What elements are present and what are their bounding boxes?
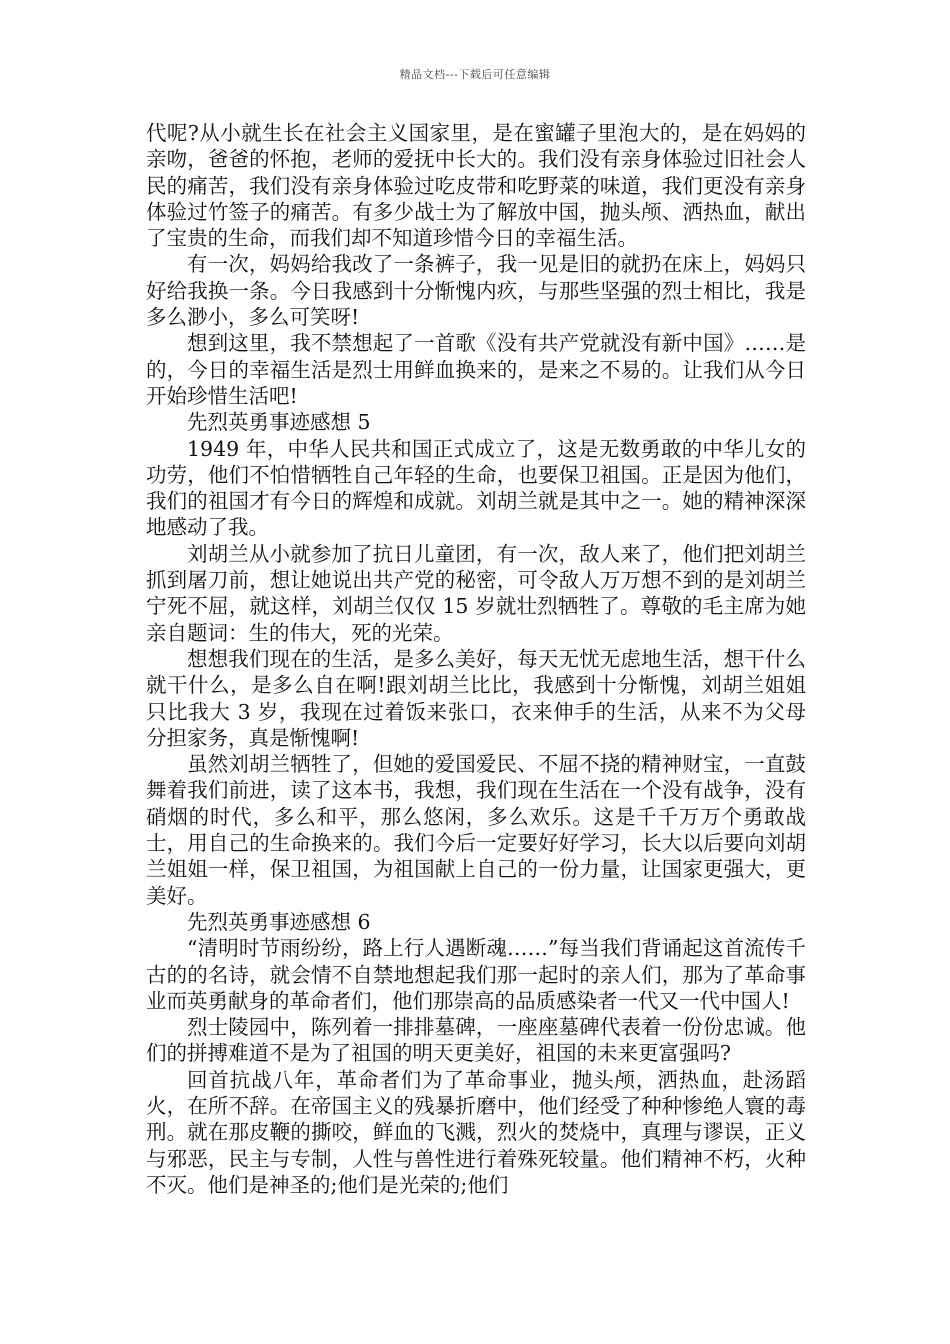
paragraph: 代呢?从小就生长在社会主义国家里，是在蜜罐子里泡大的，是在妈妈的亲吻，爸爸的怀抱，老师的爱抚中长大的。我们没有亲身体验过旧社会人民的痛苦，我们没有亲身体验过吃皮带和吃野菜的味道，我们更没有亲身体验过竹签子的痛苦。有多少战士为了解放中国，抛头颅、洒热血，献出了宝贵的生命，而我们却不知道珍惜今日的幸福生活。 — [146, 121, 806, 251]
paragraph: 刘胡兰从小就参加了抗日儿童团，有一次，敌人来了，他们把刘胡兰抓到屠刀前，想让她说出共产党的秘密，可令敌人万万想不到的是刘胡兰宁死不屈，就这样，刘胡兰仅仅 15 岁就壮烈牺牲了。尊敬的毛主席为她亲自题词：生的伟大，死的光荣。 — [146, 541, 806, 645]
paragraph: 回首抗战八年，革命者们为了革命事业，抛头颅，洒热血，赴汤蹈火，在所不辞。在帝国主义的残暴折磨中，他们经受了种种惨绝人寰的毒刑。就在那皮鞭的撕咬，鲜血的飞溅，烈火的焚烧中，真理与谬误，正义与邪恶，民主与专制，人性与兽性进行着殊死较量。他们精神不朽，火种不灭。他们是神圣的;他们是光荣的;他们 — [146, 1067, 806, 1197]
paragraph: 虽然刘胡兰牺牲了，但她的爱国爱民、不屈不挠的精神财宝，一直鼓舞着我们前进，读了这本书，我想，我们现在生活在一个没有战争，没有硝烟的时代，多么和平，那么悠闲，多么欢乐。这是千千万万个勇敢战士，用自己的生命换来的。我们今后一定要好好学习，长大以后要向刘胡兰姐姐一样，保卫祖国，为祖国献上自己的一份力量，让国家更强大，更美好。 — [146, 752, 806, 908]
paragraph: 先烈英勇事迹感想 5 — [187, 410, 371, 435]
paragraph: 想想我们现在的生活，是多么美好，每天无忧无虑地生活，想干什么就干什么，是多么自在啊!跟刘胡兰比比，我感到十分惭愧，刘胡兰姐姐只比我大 3 岁，我现在过着饭来张口，衣来伸手的生活，从来不为父母分担家务，真是惭愧啊! — [146, 646, 806, 750]
paragraph: 1949 年，中华人民共和国正式成立了，这是无数勇敢的中华儿女的功劳，他们不怕惜牺牲自己年轻的生命，也要保卫祖国。正是因为他们，我们的祖国才有今日的辉煌和成就。刘胡兰就是其中之一。她的精神深深地感动了我。 — [146, 436, 806, 540]
page-header: 精品文档---下载后可任意编辑 — [399, 68, 551, 81]
paragraph: 有一次，妈妈给我改了一条裤子，我一见是旧的就扔在床上，妈妈只好给我换一条。今日我感到十分惭愧内疚，与那些坚强的烈士相比，我是多么渺小，多么可笑呀! — [146, 252, 806, 330]
paragraph: 烈士陵园中，陈列着一排排墓碑，一座座墓碑代表着一份份忠诚。他们的拼搏难道不是为了祖国的明天更美好，祖国的未来更富强吗? — [146, 1015, 806, 1066]
paragraph: 想到这里，我不禁想起了一首歌《没有共产党就没有新中国》……是的，今日的幸福生活是烈士用鲜血换来的，是来之不易的。让我们从今日开始珍惜生活吧! — [146, 331, 806, 408]
paragraph: 先烈英勇事迹感想 6 — [187, 909, 371, 934]
paragraph: “清明时节雨纷纷，路上行人遇断魂……”每当我们背诵起这首流传千古的的名诗，就会情不自禁地想起我们那一起时的亲人们，那为了革命事业而英勇献身的革命者们，他们那崇高的品质感染者一代又一代中国人! — [146, 936, 806, 1013]
document-body — [146, 120, 806, 1198]
